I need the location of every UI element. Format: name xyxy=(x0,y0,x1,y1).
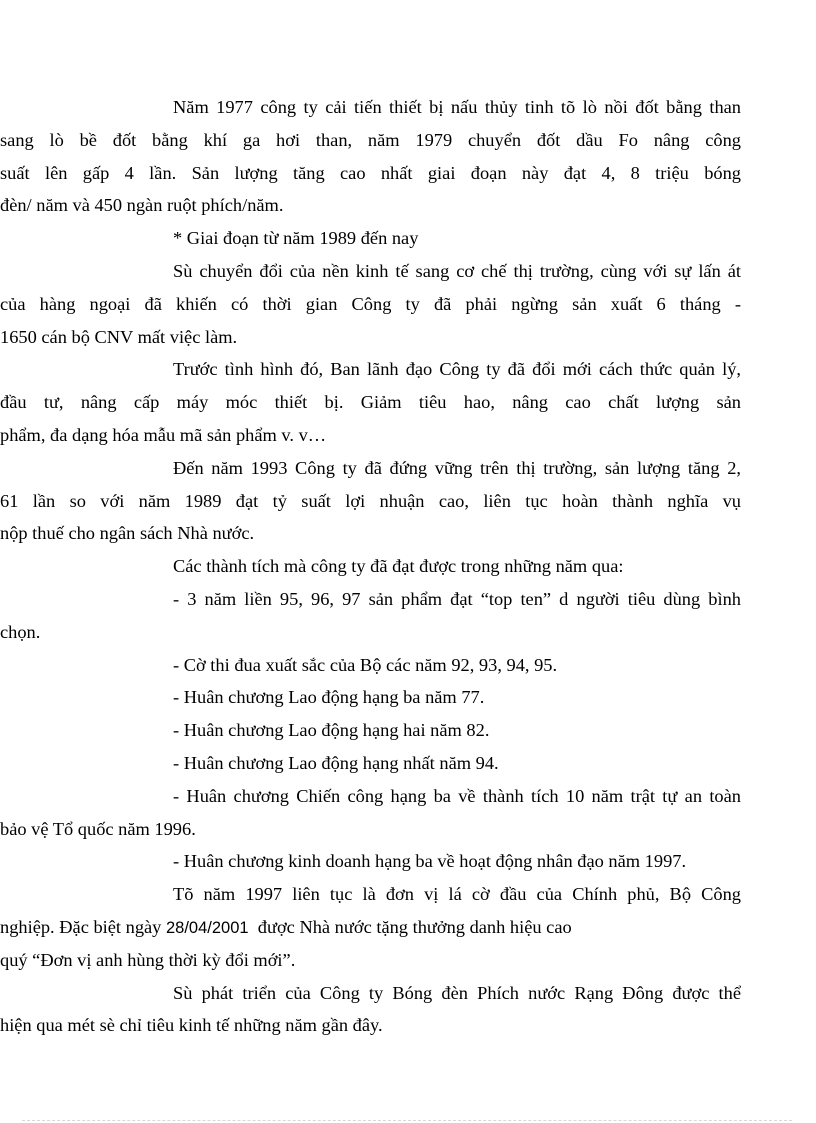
page-bottom-divider xyxy=(22,1120,792,1121)
paragraph-8 xyxy=(173,649,741,682)
list-item: - Huân chương kinh doanh hạng ba về hoạt động nhân đạo năm 1997. xyxy=(173,851,687,872)
list-item: - Huân chương Chiến công hạng ba về thành tích 10 năm trật tự an toàn xyxy=(173,785,741,806)
text-line: quý “Đơn vị anh hùng thời kỳ đổi mới”. xyxy=(0,949,296,970)
text-line: của hàng ngoại đã khiến có thời gian Công ty đã phải ngừng sản xuất 6 tháng - xyxy=(0,293,741,314)
list-item: - Cờ thi đua xuất sắc của Bộ các năm 92, 93, 94, 95. xyxy=(173,654,558,675)
text-line: phẩm, đa dạng hóa mẫu mã sản phẩm v. v… xyxy=(0,424,327,445)
text-line: hiện qua mét sè chỉ tiêu kinh tế những năm gần đây. xyxy=(0,1015,383,1036)
text-line: đèn/ năm và 450 ngàn ruột phích/năm. xyxy=(0,195,284,216)
text-line: 61 lần so với năm 1989 đạt tỷ suất lợi nhuận cao, liên tục hoàn thành nghĩa vụ xyxy=(0,490,741,511)
list-item: - 3 năm liền 95, 96, 97 sản phẩm đạt “top ten” d người tiêu dùng bình xyxy=(173,588,741,609)
text-line: suất lên gấp 4 lần. Sản lượng tăng cao nhất giai đoạn này đạt 4, 8 triệu bóng xyxy=(0,162,741,183)
text-line: Sù chuyển đổi của nền kinh tế sang cơ chế thị trường, cùng với sự lấn át xyxy=(173,260,741,281)
paragraph-13 xyxy=(173,845,741,878)
text-line: Năm 1977 công ty cải tiến thiết bị nấu thủy tinh tõ lò nồi đốt bằng than xyxy=(173,97,741,117)
text-line: Đến năm 1993 Công ty đã đứng vững trên thị trường, sản lượng tăng 2, xyxy=(173,457,741,478)
text-line: Sù phát triển của Công ty Bóng đèn Phích nước Rạng Đông được thể xyxy=(173,982,741,1003)
document-body xyxy=(0,91,741,1042)
text-line-with-date xyxy=(0,911,741,944)
paragraph-9 xyxy=(173,681,741,714)
text-line: chọn. xyxy=(0,621,41,642)
paragraph-12 xyxy=(0,780,741,846)
text-line: Các thành tích mà công ty đã đạt được trong những năm qua: xyxy=(173,556,624,577)
text-line: nộp thuế cho ngân sách Nhà nước. xyxy=(0,523,255,544)
text-line: sang lò bề đốt bằng khí ga hơi than, năm 1979 chuyển đốt dầu Fo nâng công xyxy=(0,129,741,150)
list-item: - Huân chương Lao động hạng nhất năm 94. xyxy=(173,752,499,773)
paragraph-6 xyxy=(173,550,741,583)
paragraph-11 xyxy=(173,747,741,780)
paragraph-1 xyxy=(0,91,741,222)
paragraph-7 xyxy=(0,583,741,649)
text-line: Tõ năm 1997 liên tục là đơn vị lá cờ đầu của Chính phủ, Bộ Công xyxy=(173,884,741,905)
date-value: 28/04/2001 xyxy=(166,918,249,937)
paragraph-4 xyxy=(0,353,741,451)
paragraph-15 xyxy=(0,977,741,1043)
text-fragment: nghiệp. Đặc biệt ngày xyxy=(0,916,162,937)
paragraph-10 xyxy=(173,714,741,747)
text-fragment: được Nhà nước tặng thưởng danh hiệu cao xyxy=(257,916,572,937)
list-item: - Huân chương Lao động hạng ba năm 77. xyxy=(173,687,485,708)
paragraph-14 xyxy=(0,878,741,976)
text-line: Trước tình hình đó, Ban lãnh đạo Công ty đã đổi mới cách thức quản lý, xyxy=(173,359,741,380)
text-line: bảo vệ Tổ quốc năm 1996. xyxy=(0,818,196,839)
section-heading: * Giai đoạn từ năm 1989 đến nay xyxy=(173,228,419,249)
text-line: 1650 cán bộ CNV mất việc làm. xyxy=(0,326,238,347)
list-item: - Huân chương Lao động hạng hai năm 82. xyxy=(173,720,490,741)
paragraph-5 xyxy=(0,452,741,550)
paragraph-2 xyxy=(173,222,741,255)
paragraph-3 xyxy=(0,255,741,353)
text-line: đầu tư, nâng cấp máy móc thiết bị. Giảm tiêu hao, nâng cao chất lượng sản xyxy=(0,392,741,413)
